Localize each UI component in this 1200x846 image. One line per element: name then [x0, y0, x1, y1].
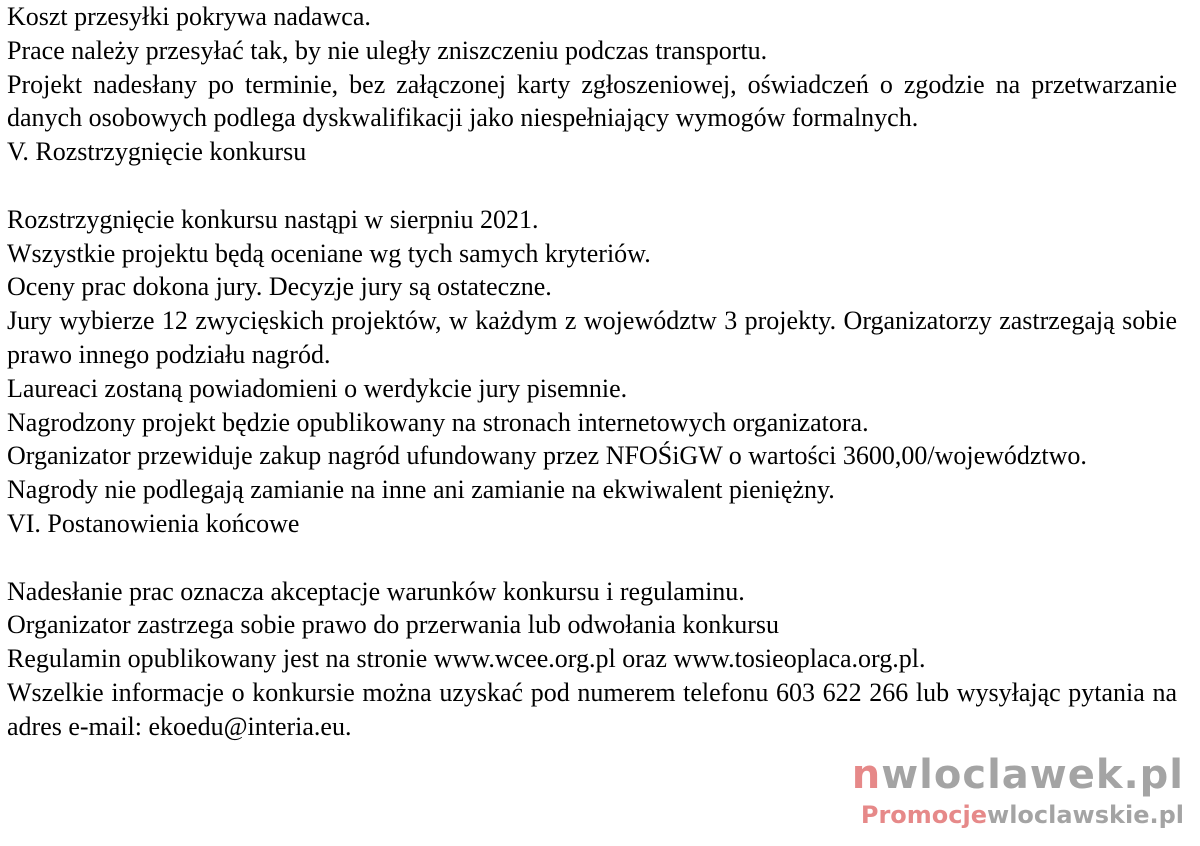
site-watermark: [851, 752, 1184, 829]
doc-line-packaging: Prace należy przesyłać tak, by nie uległy zniszczeniu podczas transportu.: [7, 35, 768, 65]
section-heading-vi: VI. Postanowienia końcowe: [7, 508, 300, 538]
doc-para-contact: Wszelkie informacje o konkursie można uzyskać pod numerem telefonu 603 622 266 lub wysyłając pytania na adres e-mail: ekoedu@interia.eu.: [7, 677, 1177, 741]
doc-para-prizes: Organizator przewiduje zakup nagród ufundowany przez NFOŚiGW o wartości 3600,00/województwo.: [7, 441, 1087, 471]
doc-line-cancellation: Organizator zastrzega sobie prawo do przerwania lub odwołania konkursu: [7, 610, 780, 640]
watermark-promo: Promocjewloclawskie.pl: [860, 801, 1184, 829]
doc-para-disqualification: Projekt nadesłany po terminie, bez załączonej karty zgłoszeniowej, oświadczeń o zgodzie na przetwarzanie danych osobowych podlega dyskwalifikacji jako niespełniający wymogów formalnych.: [7, 69, 1177, 133]
doc-line-shipping-cost: Koszt przesyłki pokrywa nadawca.: [7, 2, 371, 31]
document-body: [7, 0, 1177, 744]
blank-line: [7, 169, 1177, 203]
doc-line-winners-notice: Laureaci zostaną powiadomieni o werdykcie jury pisemnie.: [7, 373, 628, 403]
doc-line-criteria: Wszystkie projektu będą oceniane wg tych samych kryteriów.: [7, 238, 651, 268]
blank-line: [7, 541, 1177, 575]
doc-line-publication: Nagrodzony projekt będzie opublikowany na stronach internetowych organizatora.: [7, 407, 869, 437]
doc-line-regulations-url: Regulamin opublikowany jest na stronie www.wcee.org.pl oraz www.tosieoplaca.org.pl.: [7, 644, 926, 674]
doc-line-results-date: Rozstrzygnięcie konkursu nastąpi w sierpniu 2021.: [7, 204, 539, 234]
section-heading-v: V. Rozstrzygnięcie konkursu: [7, 137, 307, 167]
doc-line-no-exchange: Nagrody nie podlegają zamianie na inne ani zamianie na ekwiwalent pieniężny.: [7, 475, 835, 505]
doc-para-jury-selection: Jury wybierze 12 zwycięskich projektów, w każdym z województw 3 projekty. Organizatorzy zastrzegają sobie prawo innego podziału nagród.: [7, 306, 1177, 369]
doc-line-acceptance: Nadesłanie prac oznacza akceptacje warunków konkursu i regulaminu.: [7, 576, 745, 606]
watermark-domain: nwloclawek.pl: [851, 752, 1184, 798]
doc-line-jury-decisions: Oceny prac dokona jury. Decyzje jury są ostateczne.: [7, 272, 552, 302]
